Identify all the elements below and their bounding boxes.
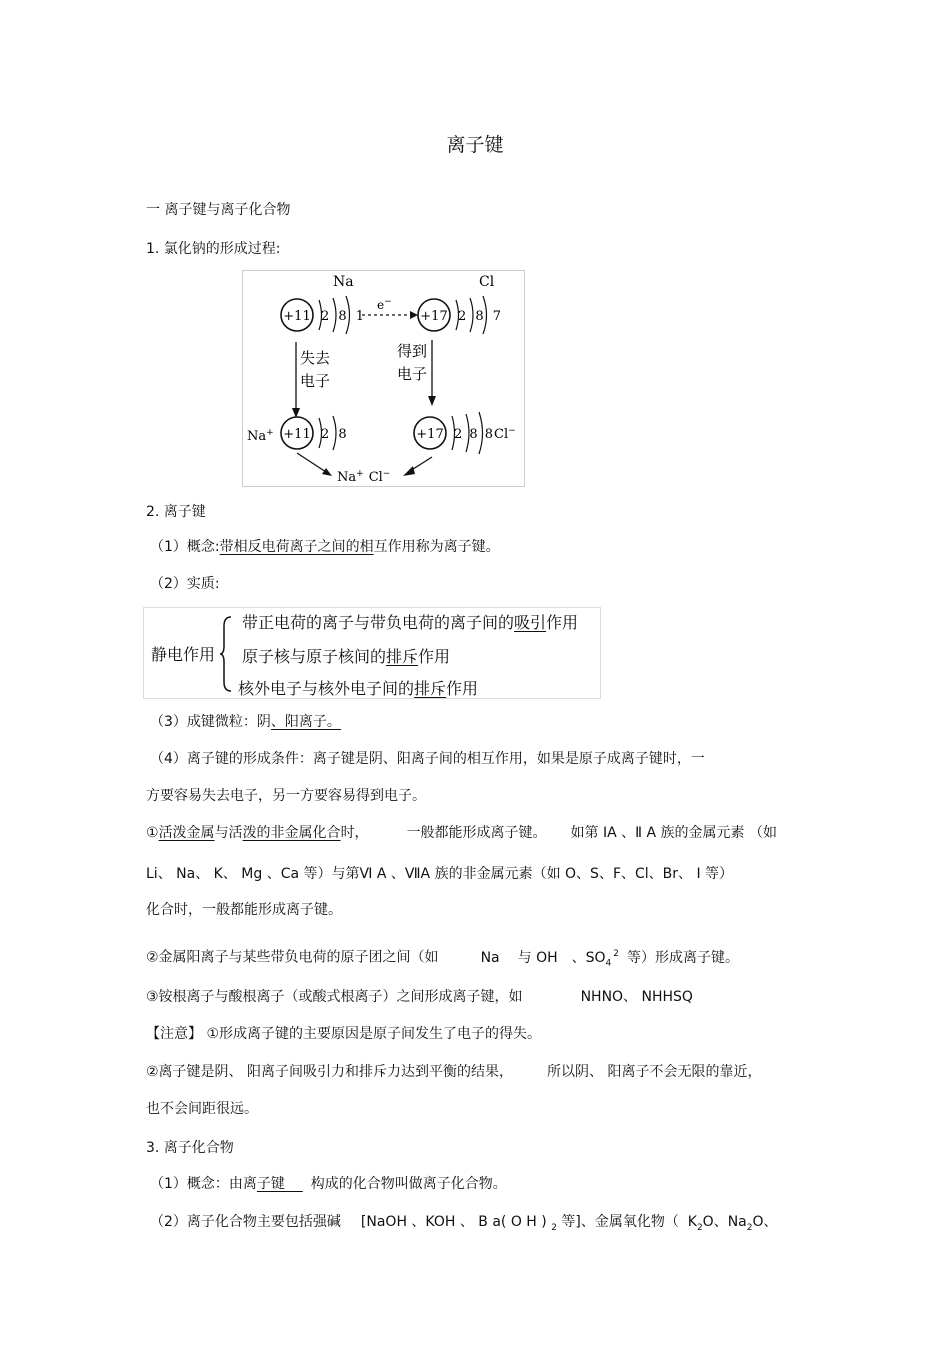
na-atom-label: Na [333, 274, 354, 290]
ionic-compound-types: （2）离子化合物主要包括强碱 [NaOH 、KOH 、 B a( O H ) $_2$ 等]、金属氧化物（ $K_2O$、$Na_2O$、 [150, 1214, 778, 1233]
item-1-heading: 1. 氯化钠的形成过程: [146, 241, 281, 257]
lose-electron-text-1: 失去 [300, 349, 331, 367]
condition-2-line: ②金属阳离子与某些带负电荷的原子团之间（如 Na 与 OH 、$SO_4^2$ 等）形成离子键。 [146, 949, 739, 969]
electron-label: e− [377, 297, 392, 312]
page-title: 离子键 [446, 134, 504, 156]
essence-line-attraction: 带正电荷的离子与带负电荷的离子间的吸引作用 [242, 613, 579, 632]
cl-ion-nucleus-charge: +17 [416, 427, 444, 442]
cl-atom-label: Cl [479, 274, 495, 290]
essence-label: （2）实质: [150, 576, 220, 592]
essence-line-electron-repulsion: 核外电子与核外电子间的排斥作用 [238, 679, 479, 698]
cl-ion-shell-numbers: 2 8 8 [454, 427, 494, 442]
note-line-2: ②离子键是阴、 阳离子间吸引力和排斥力达到平衡的结果， 所以阴、 阳离子不会无限的靠近， [146, 1064, 762, 1080]
product-formula: Na+ Cl− [337, 469, 391, 485]
electrostatic-box [143, 607, 601, 699]
section-heading: 一 离子键与离子化合物 [146, 202, 291, 218]
brace-icon [219, 616, 233, 692]
condition-1-line-2: Li、 Na、 K、 Mg 、Ca 等）与第Ⅵ A 、ⅦA 族的非金属元素（如 O、S、F、Cl、Br、 I 等） [146, 866, 734, 882]
condition-line-2: 方要容易失去电子，另一方要容易得到电子。 [146, 788, 426, 804]
concept-line: （1）概念:带相反电荷离子之间的相互作用称为离子键。 [150, 539, 500, 555]
gain-electron-text-1: 得到 [397, 342, 428, 360]
na-ion-label: Na+ [247, 428, 274, 444]
item-2-heading: 2. 离子键 [146, 504, 206, 520]
na-ion-shell-numbers: 2 8 [321, 427, 347, 442]
cl-nucleus-charge: +17 [420, 309, 448, 324]
condition-1-line-3: 化合时，一般都能形成离子键。 [146, 902, 342, 918]
item-3-heading: 3. 离子化合物 [146, 1140, 234, 1156]
cl-shell-numbers: 2 8 7 [458, 309, 502, 324]
cl-ion-label: Cl− [494, 426, 516, 442]
electrostatic-label: 静电作用 [151, 645, 216, 664]
particles-line: （3）成键微粒：阴、阳离子。 [150, 714, 341, 730]
na-shell-numbers: 2 8 1 [321, 309, 365, 324]
gain-electron-text-2: 电子 [397, 365, 428, 383]
nacl-formation-diagram [242, 270, 525, 487]
ionic-compound-concept: （1）概念：由离子键 构成的化合物叫做离子化合物。 [150, 1176, 507, 1192]
na-nucleus-charge: +11 [283, 309, 311, 324]
na-ion-nucleus-charge: +11 [283, 427, 311, 442]
condition-3-line: ③铵根离子与酸根离子（或酸式根离子）之间形成离子键，如 NHNO、 NHHSQ [146, 989, 693, 1005]
condition-1-line-1: ①活泼金属与活泼的非金属化合时， 一般都能形成离子键。 如第 IA 、Ⅱ A 族的金属元素 （如 [146, 825, 777, 841]
condition-line-1: （4）离子键的形成条件：离子键是阴、阳离子间的相互作用，如果是原子成离子键时，一 [150, 751, 705, 767]
note-line-1: 【注意】 ①形成离子键的主要原因是原子间发生了电子的得失。 [146, 1026, 541, 1042]
note-line-3: 也不会间距很远。 [146, 1101, 258, 1117]
lose-electron-text-2: 电子 [300, 372, 331, 390]
essence-line-nuclear-repulsion: 原子核与原子核间的排斥作用 [242, 647, 451, 666]
